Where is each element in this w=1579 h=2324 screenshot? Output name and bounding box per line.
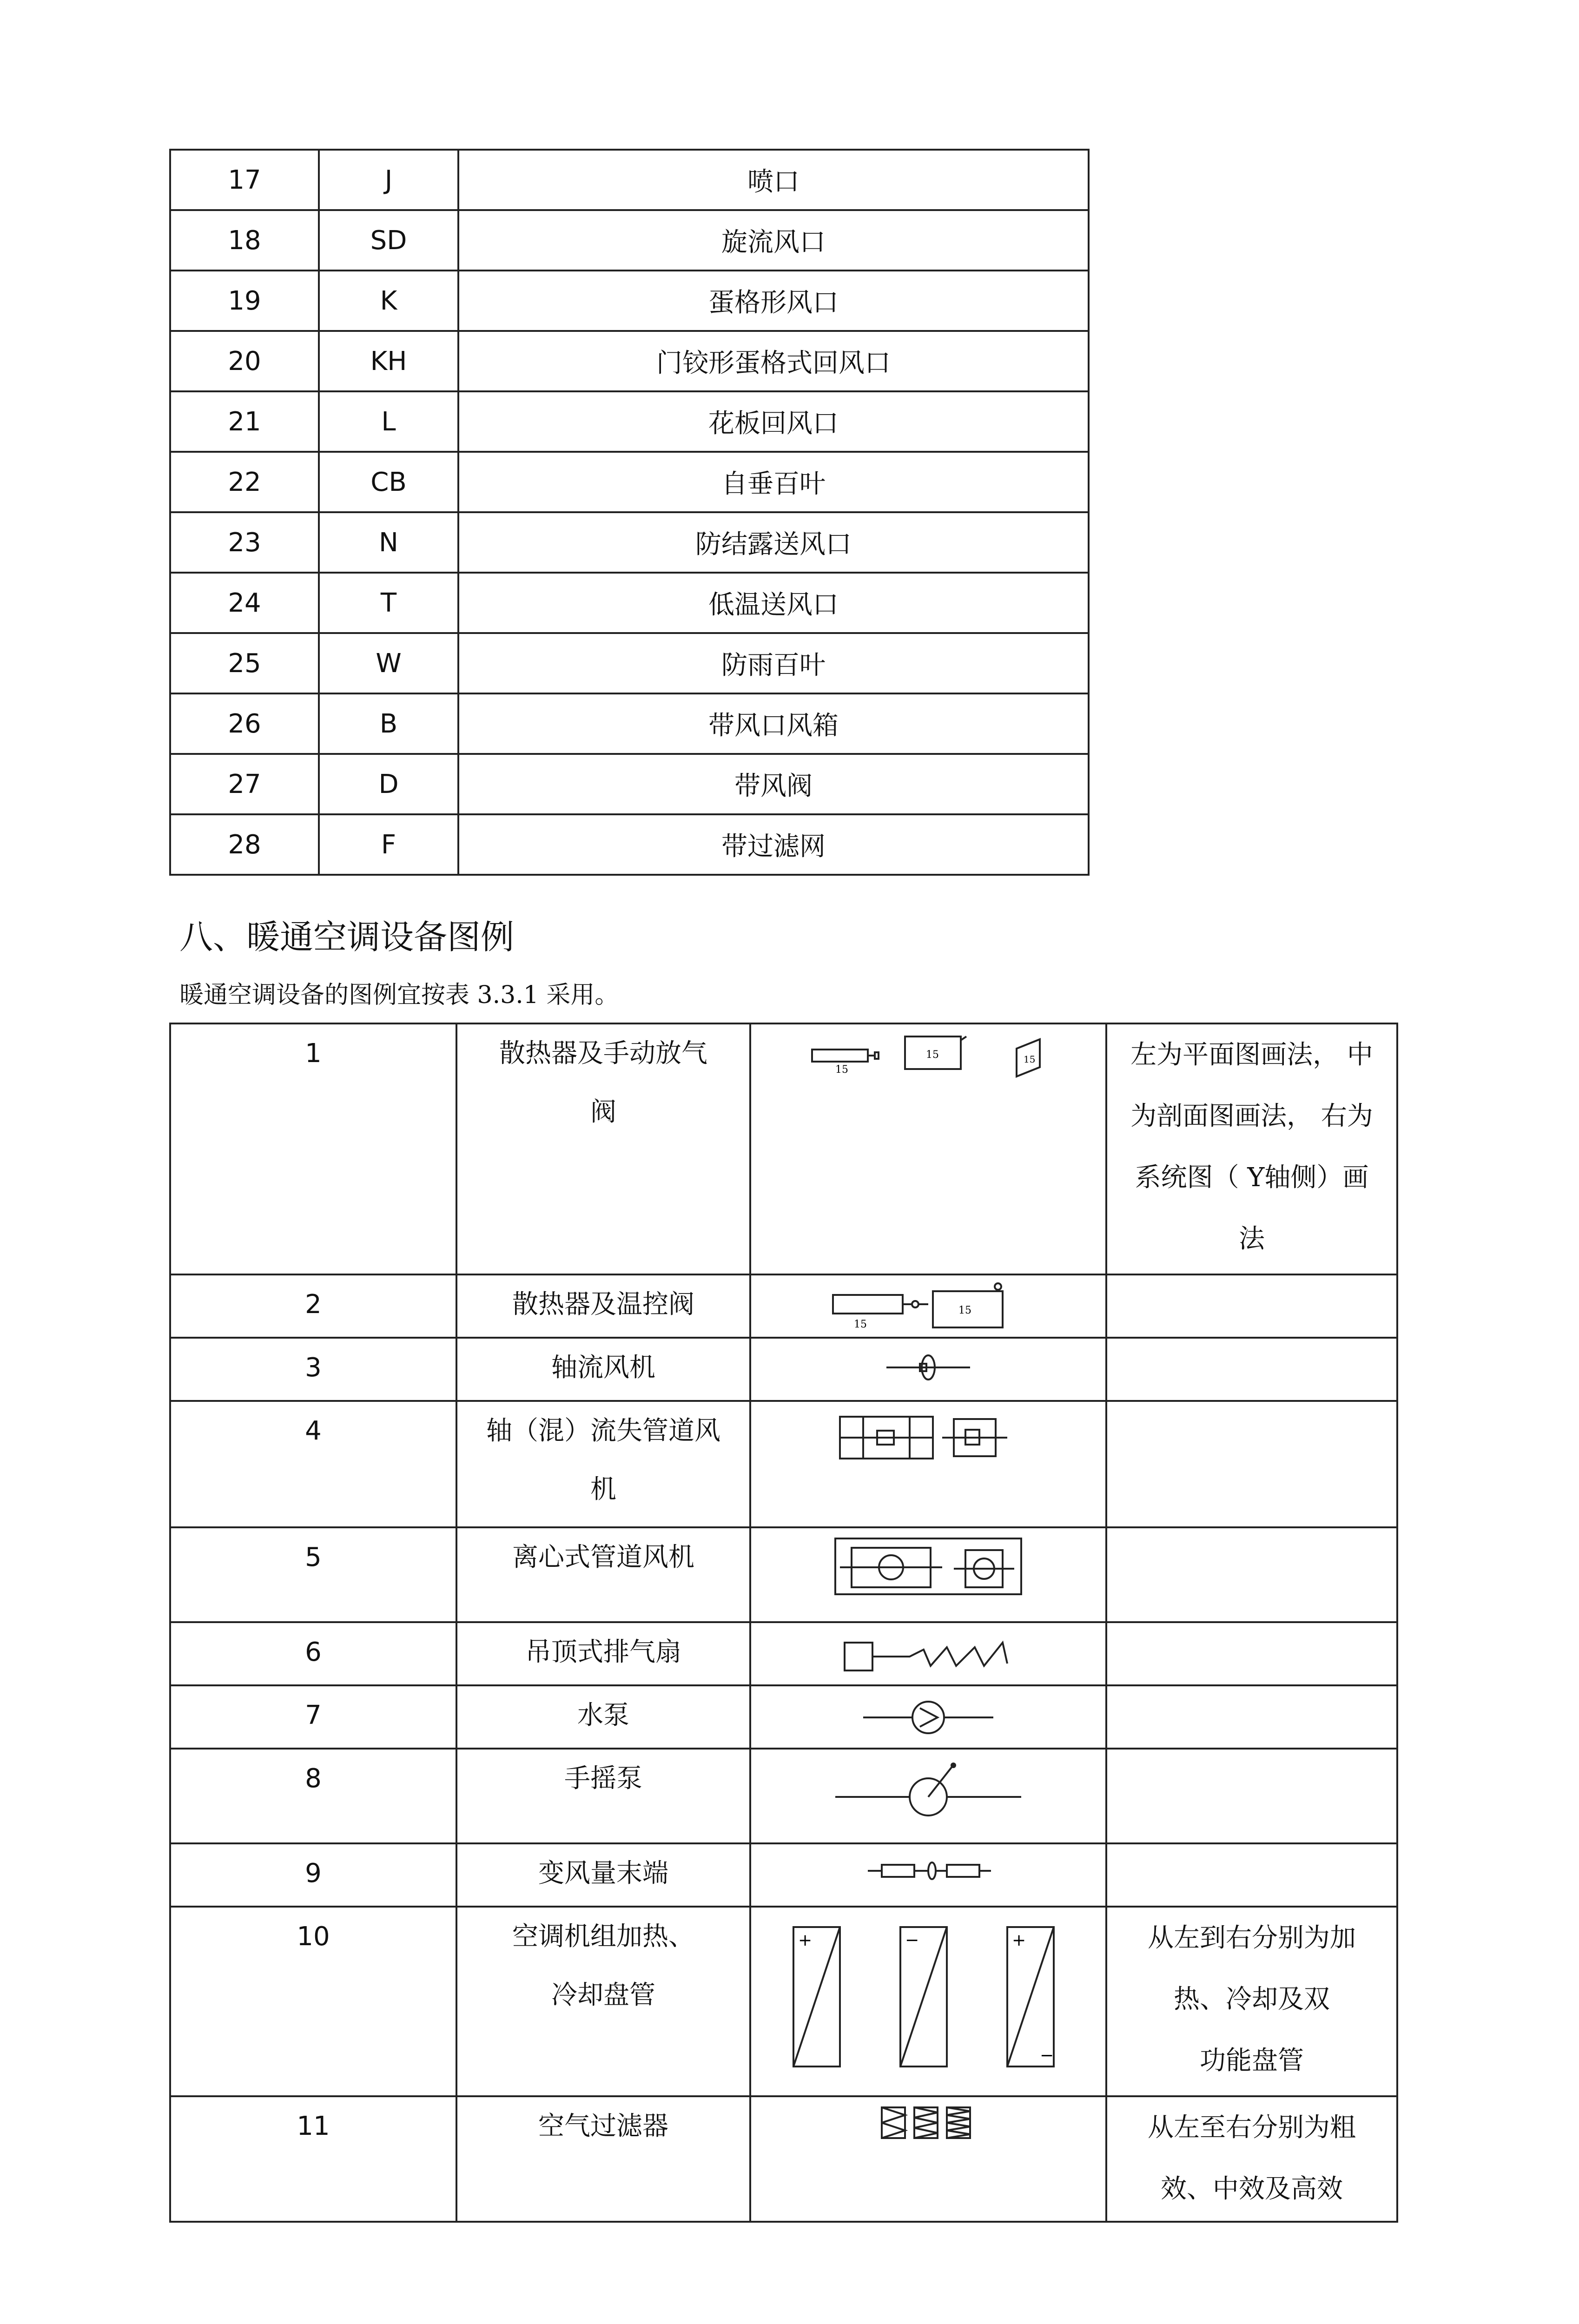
equipment-name (456, 1749, 750, 1843)
equipment-note-line: 从左到右分别为加 (1148, 1923, 1356, 1953)
outlet-code: D (319, 754, 458, 814)
row-number: 27 (170, 754, 319, 814)
equipment-name-line: 离心式管道风机 (512, 1542, 694, 1572)
equipment-name (456, 1527, 750, 1622)
equipment-note (1106, 1401, 1397, 1527)
section-intro: 暖通空调设备的图例宜按表 3.3.1 采用。 (179, 981, 619, 1009)
outlet-code: J (319, 150, 458, 210)
table-row (170, 1622, 1397, 1685)
outlet-name: 蛋格形风口 (458, 271, 1089, 331)
hvac-equipment-legend-table (169, 1023, 1398, 2223)
equipment-name (456, 1622, 750, 1685)
row-number: 11 (170, 2096, 456, 2222)
row-number: 18 (170, 210, 319, 271)
equipment-name-line: 手摇泵 (564, 1763, 642, 1794)
symbol-label: 15 (854, 1319, 867, 1330)
equipment-name (456, 1401, 750, 1527)
radiator-manual-vent-symbol (750, 1023, 1106, 1274)
outlet-code: W (319, 633, 458, 693)
table-row (170, 814, 1089, 875)
table-row (170, 452, 1089, 512)
equipment-name-line: 散热器及温控阀 (512, 1289, 694, 1320)
equipment-note (1106, 1749, 1397, 1843)
table-row (170, 754, 1089, 814)
ceiling-exhaust-fan-symbol (750, 1622, 1106, 1685)
section-heading: 八、暖通空调设备图例 (179, 918, 515, 957)
equipment-note (1106, 1907, 1397, 2096)
outlet-name: 防雨百叶 (458, 633, 1089, 693)
water-pump-symbol (750, 1685, 1106, 1749)
symbol-label: 15 (1024, 1054, 1036, 1065)
row-number: 21 (170, 391, 319, 452)
equipment-note-line: 效、中效及高效 (1161, 2174, 1343, 2204)
outlet-code: K (319, 271, 458, 331)
table-row (170, 331, 1089, 391)
outlet-name: 门铰形蛋格式回风口 (458, 331, 1089, 391)
table-row (170, 512, 1089, 573)
equipment-note-line: 热、冷却及双 (1174, 1984, 1330, 2014)
row-number: 3 (170, 1338, 456, 1401)
equipment-note-line: 为剖面图画法， 右为 (1130, 1101, 1373, 1131)
table-row (170, 150, 1089, 210)
outlet-code: N (319, 512, 458, 573)
axial-fan-symbol (750, 1338, 1106, 1401)
equipment-name-line: 空气过滤器 (538, 2111, 668, 2141)
equipment-name-line: 空调机组加热、 (512, 1921, 694, 1952)
outlet-code: L (319, 391, 458, 452)
equipment-name-line: 吊顶式排气扇 (525, 1637, 681, 1667)
vav-terminal-symbol (750, 1843, 1106, 1907)
row-number: 7 (170, 1685, 456, 1749)
equipment-note-line: 法 (1239, 1224, 1265, 1254)
symbol-label: − (905, 1931, 919, 1950)
row-number: 8 (170, 1749, 456, 1843)
table-row (170, 1843, 1397, 1907)
equipment-name (456, 1907, 750, 2096)
equipment-name-line: 水泵 (577, 1700, 629, 1730)
table-row (170, 1749, 1397, 1843)
equipment-name (456, 2096, 750, 2222)
outlet-code: B (319, 693, 458, 754)
table-row (170, 271, 1089, 331)
row-number: 5 (170, 1527, 456, 1622)
symbol-label: 15 (926, 1049, 939, 1061)
outlet-name: 带过滤网 (458, 814, 1089, 875)
outlet-code: F (319, 814, 458, 875)
outlet-name: 旋流风口 (458, 210, 1089, 271)
equipment-note-line: 从左至右分别为粗 (1148, 2113, 1356, 2143)
outlet-name: 花板回风口 (458, 391, 1089, 452)
equipment-name-line: 轴（混）流失管道风 (486, 1416, 720, 1446)
equipment-name (456, 1023, 750, 1274)
equipment-name-line: 散热器及手动放气 (499, 1038, 707, 1069)
equipment-note-line: 左为平面图画法， 中 (1130, 1040, 1373, 1070)
row-number: 2 (170, 1274, 456, 1338)
table-row (170, 633, 1089, 693)
row-number: 25 (170, 633, 319, 693)
equipment-note-line: 系统图（ Y轴侧）画 (1135, 1162, 1369, 1193)
outlet-name: 带风阀 (458, 754, 1089, 814)
table-row (170, 1685, 1397, 1749)
equipment-name-line: 阀 (590, 1097, 616, 1127)
equipment-note (1106, 2096, 1397, 2222)
table-row (170, 1527, 1397, 1622)
symbol-label: + (1012, 1931, 1026, 1950)
table-row (170, 1274, 1397, 1338)
row-number: 22 (170, 452, 319, 512)
row-number: 28 (170, 814, 319, 875)
equipment-name (456, 1274, 750, 1338)
outlet-name: 低温送风口 (458, 573, 1089, 633)
table-row (170, 1907, 1397, 2096)
equipment-note (1106, 1843, 1397, 1907)
air-outlet-code-table (169, 149, 1090, 876)
equipment-note (1106, 1527, 1397, 1622)
row-number: 24 (170, 573, 319, 633)
outlet-code: T (319, 573, 458, 633)
table-row (170, 573, 1089, 633)
radiator-thermostatic-valve-symbol (750, 1274, 1106, 1338)
equipment-name-line: 轴流风机 (551, 1353, 655, 1383)
table-row (170, 2096, 1397, 2222)
inline-axial-duct-fan-symbol (750, 1401, 1106, 1527)
row-number: 6 (170, 1622, 456, 1685)
symbol-label: − (1040, 2046, 1054, 2065)
centrifugal-duct-fan-symbol (750, 1527, 1106, 1622)
heating-cooling-coil-symbol (750, 1907, 1106, 2096)
table-row (170, 1401, 1397, 1527)
equipment-name-line: 变风量末端 (538, 1858, 668, 1888)
equipment-note (1106, 1023, 1397, 1274)
air-filter-symbol (750, 2096, 1106, 2222)
equipment-note-line: 功能盘管 (1200, 2046, 1304, 2076)
equipment-name-line: 冷却盘管 (551, 1980, 655, 2010)
outlet-code: KH (319, 331, 458, 391)
outlet-name: 喷口 (458, 150, 1089, 210)
row-number: 23 (170, 512, 319, 573)
table-row (170, 1023, 1397, 1274)
table-row (170, 391, 1089, 452)
row-number: 20 (170, 331, 319, 391)
row-number: 17 (170, 150, 319, 210)
row-number: 4 (170, 1401, 456, 1527)
table-row (170, 210, 1089, 271)
row-number: 1 (170, 1023, 456, 1274)
hand-pump-symbol (750, 1749, 1106, 1843)
symbol-label: + (798, 1931, 813, 1950)
equipment-note (1106, 1622, 1397, 1685)
equipment-note (1106, 1274, 1397, 1338)
row-number: 9 (170, 1843, 456, 1907)
outlet-code: SD (319, 210, 458, 271)
table-row (170, 693, 1089, 754)
outlet-code: CB (319, 452, 458, 512)
outlet-name: 自垂百叶 (458, 452, 1089, 512)
equipment-note (1106, 1338, 1397, 1401)
equipment-name (456, 1843, 750, 1907)
equipment-name (456, 1338, 750, 1401)
outlet-name: 带风口风箱 (458, 693, 1089, 754)
row-number: 26 (170, 693, 319, 754)
symbol-label: 15 (835, 1064, 848, 1076)
row-number: 19 (170, 271, 319, 331)
equipment-name-line: 机 (590, 1474, 616, 1505)
equipment-note (1106, 1685, 1397, 1749)
table-row (170, 1338, 1397, 1401)
row-number: 10 (170, 1907, 456, 2096)
outlet-name: 防结露送风口 (458, 512, 1089, 573)
symbol-label: 15 (958, 1305, 971, 1316)
equipment-name (456, 1685, 750, 1749)
